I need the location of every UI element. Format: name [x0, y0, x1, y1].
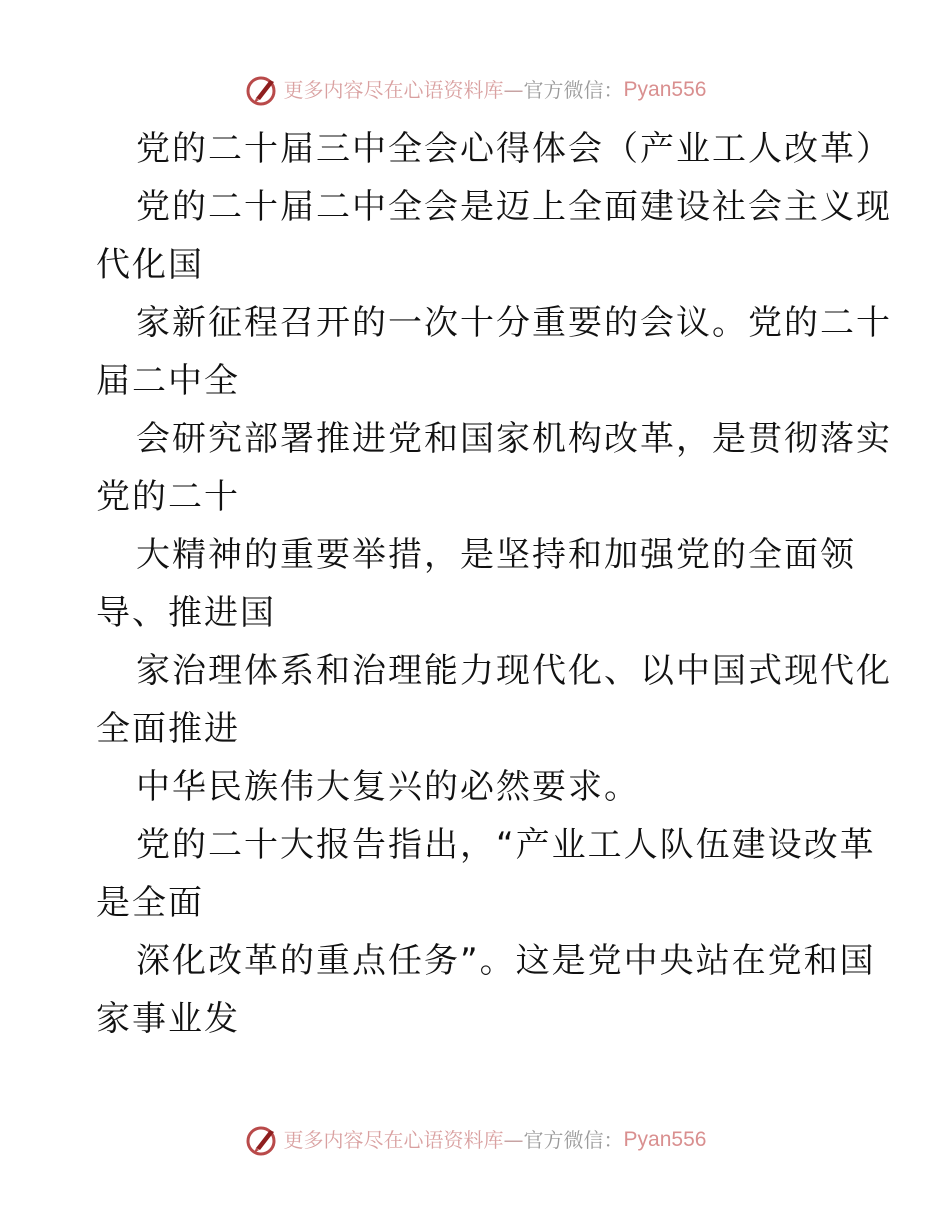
text-line: 党的二十大报告指出，“产业工人队伍建设改革 — [136, 825, 876, 865]
document-title: 党的二十届三中全会心得体会（产业工人改革） — [136, 129, 892, 169]
header-wechat-label: 官方微信： — [523, 78, 624, 102]
text-line: 届二中全 — [96, 361, 240, 401]
quill-pen-logo-icon — [244, 1122, 280, 1158]
text-line: 会研究部署推进党和国家机构改革，是贯彻落实 — [136, 419, 892, 459]
footer-slogan: 更多内容尽在心语资料库 — [283, 1128, 504, 1152]
text-line: 家新征程召开的一次十分重要的会议。党的二十 — [136, 303, 892, 343]
text-line: 中华民族伟大复兴的必然要求。 — [136, 767, 640, 807]
text-line: 导、推进国 — [96, 593, 276, 633]
header-banner — [0, 70, 950, 110]
text-line: 家事业发 — [96, 999, 240, 1039]
quill-pen-logo-icon — [244, 72, 280, 108]
header-slogan: 更多内容尽在心语资料库 — [283, 78, 504, 102]
footer-wechat-label: 官方微信： — [523, 1128, 624, 1152]
footer-banner — [0, 1120, 950, 1160]
text-line: 深化改革的重点任务”。这是党中央站在党和国 — [136, 941, 876, 981]
text-line: 党的二十 — [96, 477, 240, 517]
footer-dash: — — [503, 1128, 524, 1152]
text-line: 大精神的重要举措，是坚持和加强党的全面领 — [136, 535, 856, 575]
text-line: 是全面 — [96, 883, 204, 923]
text-line: 全面推进 — [96, 709, 240, 749]
header-wechat-id: Pyan556 — [623, 78, 707, 101]
text-line: 代化国 — [96, 245, 204, 285]
text-line: 家治理体系和治理能力现代化、以中国式现代化 — [136, 651, 892, 691]
header-dash: — — [503, 78, 524, 102]
text-line: 党的二十届二中全会是迈上全面建设社会主义现 — [136, 187, 892, 227]
footer-wechat-id: Pyan556 — [623, 1128, 707, 1151]
document-body — [96, 120, 892, 1048]
